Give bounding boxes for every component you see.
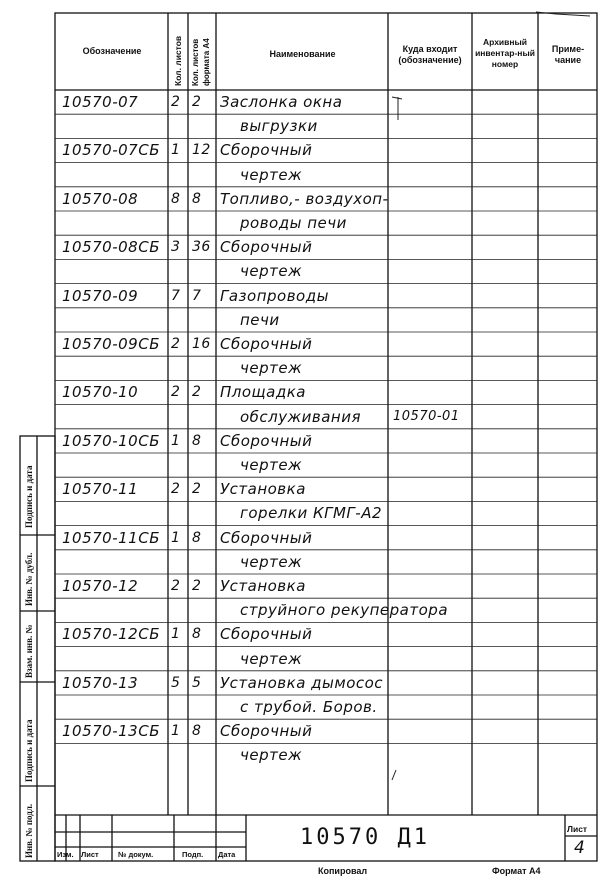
header-sheets-count: Кол. листов <box>173 35 183 86</box>
row-count: 7 <box>171 287 181 304</box>
row-designation: 10570-13СБ <box>62 722 160 741</box>
row-a4: 2 <box>192 481 202 498</box>
row-a4: 5 <box>192 674 202 691</box>
row-name: Площадка <box>220 383 306 402</box>
row-count: 1 <box>171 432 181 449</box>
row-name: Топливо,- воздухоп- <box>220 189 389 208</box>
row-name: Сборочный <box>220 625 313 644</box>
row-name: выгрузки <box>240 117 318 136</box>
row-where-used: 10570-01 <box>393 408 460 424</box>
row-name: обслуживания <box>240 407 362 426</box>
tb-sign: Подп. <box>182 850 204 859</box>
row-a4: 16 <box>192 336 211 352</box>
row-a4: 2 <box>192 384 202 401</box>
table-row <box>0 189 615 213</box>
table-row <box>0 479 615 503</box>
row-count: 2 <box>171 578 181 594</box>
row-designation: 10570-11 <box>62 480 139 499</box>
row-name: чертеж <box>240 552 303 571</box>
row-a4: 36 <box>192 239 211 256</box>
row-count: 5 <box>171 674 181 691</box>
row-name: чертеж <box>240 165 303 184</box>
header-name: Наименование <box>269 49 336 59</box>
header-where-used: Куда входит (обозначение) <box>398 44 462 65</box>
tb-date: Дата <box>218 850 236 859</box>
row-name: роводы печи <box>240 214 347 232</box>
row-name: Сборочный <box>220 141 313 160</box>
tb-document-code: 10570 Д1 <box>300 825 430 850</box>
table-row <box>0 165 615 189</box>
tb-sheet-label: Лист <box>567 824 588 834</box>
row-designation: 10570-08 <box>62 189 139 208</box>
header-designation: Обозначение <box>82 46 142 56</box>
table-row <box>0 552 615 576</box>
row-designation: 10570-10СБ <box>62 431 160 450</box>
row-count: 1 <box>171 142 181 159</box>
row-a4: 8 <box>192 723 202 740</box>
row-name: чертеж <box>240 746 303 765</box>
row-a4: 2 <box>192 578 202 594</box>
side-inv-orig: Инв. № подл. <box>24 803 34 858</box>
table-row <box>0 528 615 552</box>
row-name: чертеж <box>240 649 303 668</box>
row-designation: 10570-12СБ <box>62 625 160 644</box>
side-sign-date-2: Подпись и дата <box>24 719 34 782</box>
row-name: Установка <box>220 577 306 595</box>
table-row <box>0 358 615 382</box>
row-count: 8 <box>171 190 181 207</box>
row-name: Установка <box>220 480 306 499</box>
row-a4: 8 <box>192 190 202 207</box>
row-name: чертеж <box>240 359 303 378</box>
table-row <box>0 624 615 648</box>
table-row <box>0 503 615 527</box>
row-designation: 10570-09СБ <box>62 335 160 353</box>
tb-doc-no: № докум. <box>118 850 154 859</box>
row-name: чертеж <box>240 456 303 474</box>
side-replace-inv: Взам. инв. № <box>24 624 34 678</box>
row-name: Сборочный <box>220 238 313 257</box>
table-row <box>0 576 615 600</box>
row-name: Установка дымосос <box>220 673 384 692</box>
row-count: 1 <box>171 529 181 546</box>
row-name: Сборочный <box>220 431 313 450</box>
row-name: Сборочный <box>220 528 313 547</box>
table-row <box>0 92 615 116</box>
tb-sheet-number: 4 <box>574 838 585 858</box>
row-count: 2 <box>171 94 181 110</box>
row-count: 1 <box>171 723 181 740</box>
header-sheets-a4: Кол. листов формата А4 <box>191 38 211 86</box>
row-a4: 8 <box>192 529 202 546</box>
row-a4: 7 <box>192 287 202 304</box>
row-designation: 10570-11СБ <box>62 528 160 547</box>
row-designation: 10570-12 <box>62 577 139 595</box>
header-archive: Архивный инвентар-ный номер <box>475 37 535 69</box>
row-a4: 12 <box>192 142 211 159</box>
table-row <box>0 382 615 406</box>
table-row <box>0 237 615 261</box>
row-name: Заслонка окна <box>220 93 343 111</box>
table-row <box>0 334 615 358</box>
row-count: 1 <box>171 626 181 643</box>
table-row <box>0 261 615 285</box>
row-name: Сборочный <box>220 335 313 353</box>
row-name: с трубой. Боров. <box>240 698 378 716</box>
table-row <box>0 745 615 769</box>
row-name: Газопроводы <box>220 286 329 305</box>
table-row <box>0 721 615 745</box>
tb-izm: Изм. <box>57 850 74 859</box>
row-count: 3 <box>171 239 181 256</box>
footer-format: Формат А4 <box>492 866 541 876</box>
row-designation: 10570-09 <box>62 286 139 305</box>
table-row <box>0 310 615 334</box>
row-designation: 10570-13 <box>62 673 139 692</box>
row-count: 2 <box>171 384 181 401</box>
table-row <box>0 649 615 673</box>
row-name: печи <box>240 310 280 329</box>
table-row <box>0 455 615 479</box>
row-name: горелки КГМГ-А2 <box>240 504 382 523</box>
row-designation: 10570-10 <box>62 383 139 402</box>
row-name: Сборочный <box>220 722 313 741</box>
row-a4: 8 <box>192 626 202 643</box>
table-row <box>0 140 615 164</box>
table-row <box>0 286 615 310</box>
table-row <box>0 407 615 431</box>
row-designation: 10570-08СБ <box>62 238 160 257</box>
row-count: 2 <box>171 336 181 352</box>
table-row <box>0 213 615 237</box>
row-name: струйного рекуператора <box>240 601 449 620</box>
table-row <box>0 431 615 455</box>
table-row <box>0 600 615 624</box>
header-notes: Приме-чание <box>551 44 585 65</box>
row-a4: 2 <box>192 94 202 110</box>
row-designation: 10570-07СБ <box>62 141 160 160</box>
row-name: чертеж <box>240 262 303 281</box>
row-a4: 8 <box>192 432 202 449</box>
table-row <box>0 116 615 140</box>
side-sign-date-1: Подпись и дата <box>24 465 34 528</box>
table-row <box>0 673 615 697</box>
row-count: 2 <box>171 481 181 498</box>
footer-copied: Копировал <box>318 866 368 876</box>
row-designation: 10570-07 <box>62 93 139 111</box>
side-inv-dup: Инв. № дубл. <box>24 552 34 606</box>
tb-list: Лист <box>81 850 99 859</box>
table-row <box>0 697 615 721</box>
